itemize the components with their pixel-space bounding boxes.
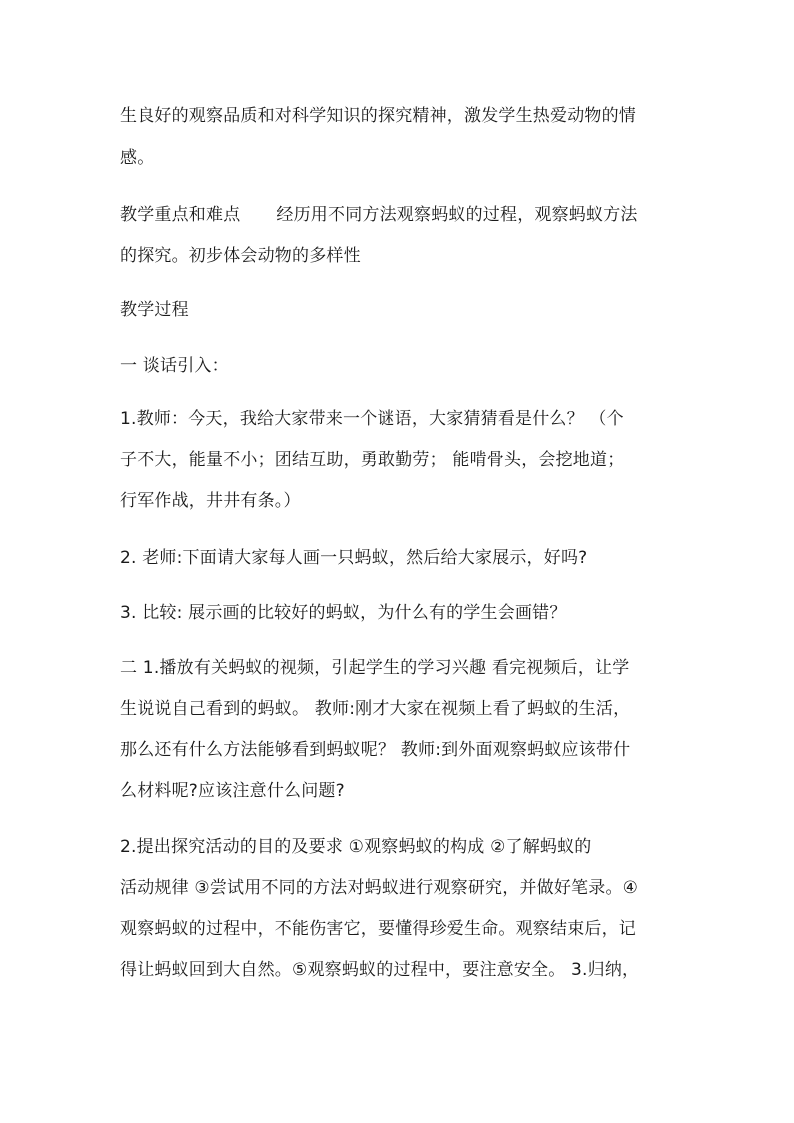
text-line: 生说说自己看到的蚂蚁。 教师:刚才大家在视频上看了蚂蚁的生活， [120,699,631,719]
text-line: 二 1.播放有关蚂蚁的视频，引起学生的学习兴趣 看完视频后，让学 [120,658,630,678]
text-line: 观察蚂蚁的过程中，不能伤害它，要懂得珍爱生命。观察结束后，记 [120,919,636,939]
text-line: 2.提出探究活动的目的及要求 ①观察蚂蚁的构成 ②了解蚂蚁的 [120,837,592,857]
text-line: 感。 [120,148,155,168]
text-line: 么材料呢?应该注意什么问题? [120,781,345,801]
text-line: 得让蚂蚁回到大自然。⑤观察蚂蚁的过程中，要注意安全。 3.归纳， [120,960,640,980]
text-line: 的探究。初步体会动物的多样性 [120,246,361,266]
subsection-heading: 一 谈话引入： [120,356,229,376]
text-line: 那么还有什么方法能够看到蚂蚁呢？ 教师:到外面观察蚂蚁应该带什 [120,740,631,760]
text-line: 3. 比较: 展示画的比较好的蚂蚁，为什么有的学生会画错？ [120,603,567,623]
text-line: 子不大，能量不小；团结互助，勇敢勤劳； 能啃骨头，会挖地道； [120,450,625,470]
text-line: 1.教师：今天，我给大家带来一个谜语，大家猜猜看是什么？ （个 [120,409,624,429]
text-line: 2. 老师:下面请大家每人画一只蚂蚁，然后给大家展示，好吗? [120,548,588,568]
key-points-text: 经历用不同方法观察蚂蚁的过程，观察蚂蚁方法 [276,205,638,225]
section-heading: 教学过程 [120,300,189,320]
text-line: 生良好的观察品质和对科学知识的探究精神，激发学生热爱动物的情 [120,106,636,126]
text-line: 行军作战，井井有条。） [120,491,301,511]
key-points-heading: 教学重点和难点 [120,205,241,225]
text-line: 活动规律 ③尝试用不同的方法对蚂蚁进行观察研究，并做好笔录。④ [120,878,639,898]
key-points-line [120,203,638,227]
